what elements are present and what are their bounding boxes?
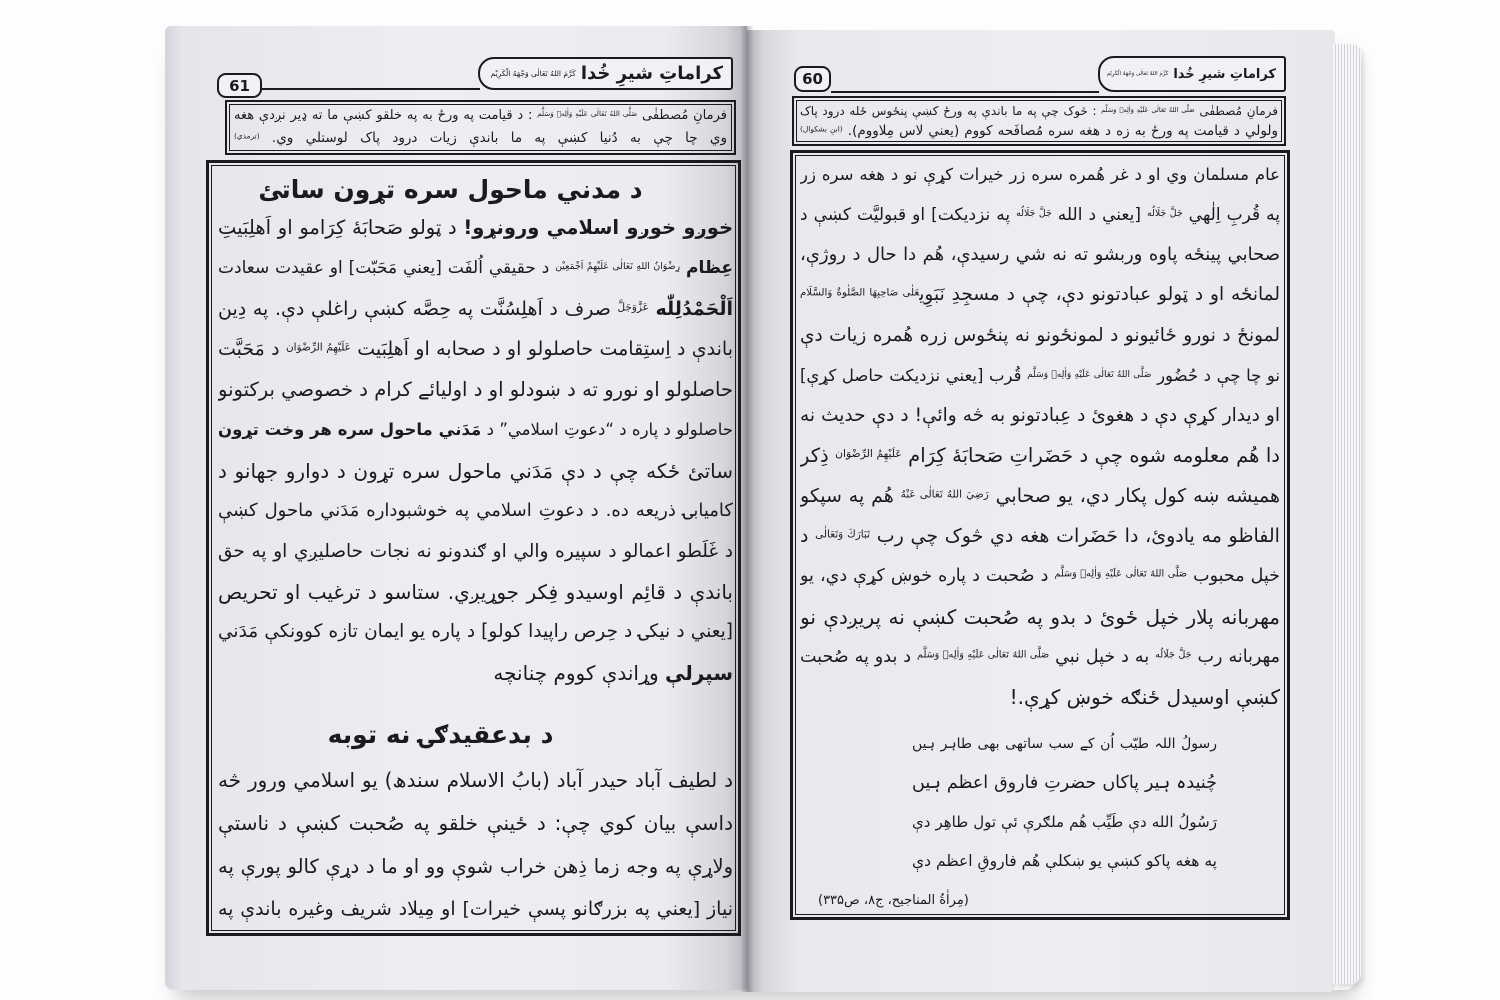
text-line: د غَلَطو اعمالو د سپیره والي او ګندونو نه نجات حاصلیږي او په حق — [218, 540, 733, 562]
running-title: کراماتِ شیرِ خُدا — [1173, 66, 1276, 82]
book-spine — [740, 26, 754, 992]
text-line — [800, 516, 1280, 556]
hadith-line — [234, 127, 727, 149]
text-line — [218, 248, 733, 288]
text-line: حاصلولو او نورو ته د ښودلو او د اولیائے کرام د خصوصي برکتونو — [218, 377, 733, 401]
text-segment: وي چا چې به دُنیا کښې په ما باندې زیات درود پاک لوستلي وي. — [259, 130, 727, 146]
text-segment: : څوک چې په ما باندې په ورځ کښې پنځوس ځله درود پاک — [800, 104, 1102, 118]
text-line: ساتئ ځکه چې د دې مَدَني ماحول سره تړون د دوارو جهانو د — [218, 458, 733, 483]
main-text-box — [790, 150, 1290, 920]
text-segment: وړاندې کووم چنانچه — [493, 660, 665, 685]
text-line: د لطیف آباد حیدر آباد (بابُ الاسلام سندھ) یو اسلامي ورور څه — [218, 768, 733, 792]
honorific-text: رَضِيَ اللهُ تَعَالٰى عَنْهُ — [900, 488, 989, 501]
poem-line: په هغه پاکو کښې يو ښکلې هُم فاروقِ اعظم دې — [912, 852, 1217, 870]
honorific-text: (ترمذي) — [234, 131, 260, 141]
main-text-box — [206, 160, 741, 936]
header-rule — [262, 88, 480, 90]
honorific-text: صَلَّى اللهُ تَعَالٰى عَلَيْهِ وَاٰلِهٖ وَسَلَّم — [1027, 369, 1152, 380]
text-segment: الفاظو مه یادوئ، دا حَضَرات هغه دي څوک چې رب — [870, 525, 1280, 548]
honorific-text: رِضْوَانُ اللهِ تَعَالٰى عَلَيْهِمْ اَجْمَعِيْن — [555, 261, 681, 273]
honorific-text: تَبَارَكَ وَتَعَالٰى — [815, 528, 871, 541]
running-title-tab — [478, 57, 733, 90]
bold-text: مَدَني ماحول سره هر وخت تړون — [218, 420, 482, 440]
text-line — [218, 653, 733, 693]
text-segment: د صُحبت د پاره خوښ کړې دي، یو — [800, 566, 1055, 587]
text-segment: همیشه ښه کول پکار دي، یو صحابي — [988, 485, 1280, 508]
text-line: کښې اوسیدل ځنګه خوښ کړې.! — [1009, 684, 1280, 709]
text-segment: خپل محبوب — [1187, 566, 1280, 587]
text-segment: قُرب [یعني نزدیکت حاصل کړې] — [800, 365, 1028, 385]
text-segment: د ټولو صَحابَهٔ کِرَامو او اَهلِبَيتِ — [218, 216, 464, 239]
bold-text: سپرلې — [664, 660, 733, 685]
text-segment: په نزدیکت] او قبولیَّت کښې د — [800, 205, 1017, 226]
paragraph — [800, 155, 1280, 717]
text-segment: مهربانه رب — [1191, 646, 1280, 667]
bold-text: خوږو خوږو اسلامي ورونړو! — [463, 216, 733, 239]
bold-text: اَلْحَمْدُلِلّٰه — [655, 297, 733, 320]
text-segment: صرف د اَهلِسُنَّت په حِصَّه کښې راغلې دې. په دِین — [218, 297, 618, 320]
text-segment: ذِکر — [800, 443, 836, 467]
text-line: صحابي پینځه پاوه وربشو ته نه شي رسیدې، هُم دا حال د روژې، — [800, 244, 1280, 266]
text-line: داسې بیان کوي چې: د ځینې خلقو په صُحبت کښې د ناستې — [218, 811, 733, 835]
hadith-text — [800, 101, 1278, 141]
honorific-text: كَرَّمَ اللهُ تَعَالٰى وَجْهَهُ الْكَرِيْم — [490, 69, 576, 78]
honorific-text: عَزَّوَجَلَّ — [617, 301, 649, 314]
text-segment: نو چا چې د حُضُور — [1151, 365, 1280, 385]
hadith-line — [800, 121, 1278, 141]
text-line — [800, 356, 1280, 396]
paragraph — [218, 759, 733, 931]
section-heading: د مدني ماحول سره تړون ساتئ — [258, 175, 643, 204]
text-line: نیاز [یعني په بزرګانو پسې خیرات] او مِیلاد شریف وغیره باندې په — [218, 898, 733, 920]
poem-line: رسولُ اللہ طیّب اُن کے سب ساتھی بھی طاہر ہیں — [912, 736, 1217, 752]
text-line — [218, 208, 733, 248]
text-line — [218, 410, 733, 450]
text-segment: په قُربِ اِلٰهي — [1182, 205, 1280, 226]
honorific-text: صَلَّى اللهُ تَعَالٰى عَلَيْهِ وَاٰلِهٖ وَسَلَّم — [917, 649, 1050, 661]
hadith-box — [792, 96, 1286, 146]
honorific-text: صَلَّى اللهُ تَعَالٰى عَلَيْهِ وَاٰلِهٖ وَسَلَّم — [1101, 106, 1195, 115]
text-segment: [یعني د الله — [1051, 205, 1147, 226]
poem-line: رَسُولُ الله دې طَيِّب هُم ملګرې ئې تول طاهِر دې — [912, 813, 1217, 831]
honorific-text: كَرَّمَ اللهُ تَعَالٰى وَجْهَهُ الْكَرِيْم — [1106, 71, 1169, 77]
text-segment: حاصلولو د پاره د “دعوتِ اسلامي” د — [481, 420, 733, 440]
honorific-text: (ابنِ بشکوال) — [800, 124, 843, 134]
section-heading: د بدعقیدګۍ نه توبه — [327, 720, 554, 749]
text-line: [یعني د نیکۍ د حِرص راپیدا کولو] د پاره یو ایمان تازه کوونکې مَدَني — [218, 621, 733, 643]
honorific-text: عَلَيْهِمُ الرِّضْوَان — [286, 341, 351, 354]
text-segment: : د قیامت په ورځ به په خلقو کښې ما ته ډیر نږدې هغه — [234, 108, 538, 123]
poem — [912, 725, 1217, 881]
right-page — [747, 30, 1335, 992]
text-segment: دا هُم معلومه شوه چې د حَضَراتِ صَحابَهٔ کِرَام — [901, 443, 1280, 467]
page-edge-stack — [1333, 44, 1361, 984]
text-segment: به د خپل نبي — [1049, 646, 1156, 667]
text-line — [800, 195, 1280, 235]
text-segment: ولولي د قیامت په ورځ به زه د هغه سره مُصافَحه کووم (یعني لاس مِلاووم). — [842, 123, 1278, 139]
left-page — [165, 26, 747, 990]
text-line — [800, 275, 1280, 315]
text-line — [800, 637, 1280, 677]
citation: (مِراٰةُ المناجیح، ج۸، ص۳۳۵) — [818, 893, 969, 908]
text-segment: د بدو په صُحبت — [800, 646, 918, 667]
text-line: لمونځ د نورو ځائیونو د لمونځونو نه پنځوس زره هُمره زیات دې — [800, 324, 1280, 346]
text-line — [218, 289, 733, 329]
text-line: او دیدار کړې دې د هغوئ د عِبادتونو به څه وائې! د دې حدیث نه — [800, 404, 1280, 426]
poem-line: چُنیدہ ہیر پاکاں حضرتِ فاروق اعظم ہیں — [912, 773, 1217, 793]
text-line — [218, 329, 733, 369]
paragraph — [218, 208, 733, 693]
text-segment: فرمانِ مُصطفٰی — [1194, 104, 1278, 118]
honorific-text: جَلَّ جَلَالُه — [1016, 207, 1052, 219]
text-segment: باندې د اِستِقامت حاصلولو او د صحابه او اَهلِبَيت — [350, 338, 733, 361]
text-line — [800, 436, 1280, 476]
honorific-text: صَلَّى اللهُ تَعَالٰى عَلَيْهِ وَاٰلِهٖ وَسَلَّم — [537, 108, 638, 118]
hadith-line — [234, 105, 727, 127]
text-line — [800, 556, 1280, 596]
bold-text: عِظام — [685, 258, 733, 279]
running-title: کراماتِ شیرِ خُدا — [580, 63, 723, 84]
page-number: 61 — [217, 73, 262, 98]
honorific-text: جَلَّ جَلَالُه — [1155, 649, 1192, 661]
text-line: عام مسلمان وي او د غر هُمره سره زر خیرات کړې نو د هغه سره زر — [800, 165, 1280, 184]
text-segment: د مَحَبَّت — [218, 338, 286, 361]
text-segment: هُم په سپکو — [800, 485, 901, 508]
page-number: 60 — [794, 66, 831, 92]
running-title-tab — [1098, 56, 1286, 92]
text-segment: فرمانِ مُصطفٰی — [637, 108, 727, 123]
text-line — [800, 476, 1280, 516]
header-rule — [831, 91, 1099, 93]
text-line: مهربانه پلار خپل ځوئ د بدو په صُحبت کښې نه پریږدې نو — [800, 604, 1280, 629]
hadith-box — [225, 100, 736, 155]
honorific-text: جَلَّ جَلَالُه — [1146, 207, 1183, 219]
hadith-line — [800, 101, 1278, 121]
hadith-text — [234, 105, 727, 149]
text-line: ولاړې په وجه زما ذِهن خراب شوې وو او ما د دړې کالو پورې په — [218, 855, 733, 878]
text-segment: د — [800, 525, 816, 548]
honorific-text: عَلٰى صَاحِبِهَا الصَّلٰوةُ وَالسَّلَام — [800, 287, 920, 299]
honorific-text: عَلَيْهِمُ الرِّضْوَان — [835, 447, 902, 461]
text-line: کامیابۍ ذریعه ده. د دعوتِ اسلامي په خوشبوداره مَدَني ماحول کښې — [218, 500, 733, 522]
text-segment — [649, 298, 656, 320]
honorific-text: صَلَّى اللهُ تَعَالٰى عَلَيْهِ وَاٰلِهٖ وَسَلَّم — [1054, 569, 1188, 581]
text-segment: لمانځه او د ټولو عبادتونو دې، چې د مسجِدِ نَبَوِي — [919, 284, 1280, 306]
text-segment: د حقیقي اُلفَت [یعني مَحَبّت] او عقیدت سعادت — [218, 258, 556, 279]
text-line: باندې د قائِم اوسیدو فِکر جوړیږي. ستاسو د ترغیب او تحریص — [218, 579, 733, 604]
